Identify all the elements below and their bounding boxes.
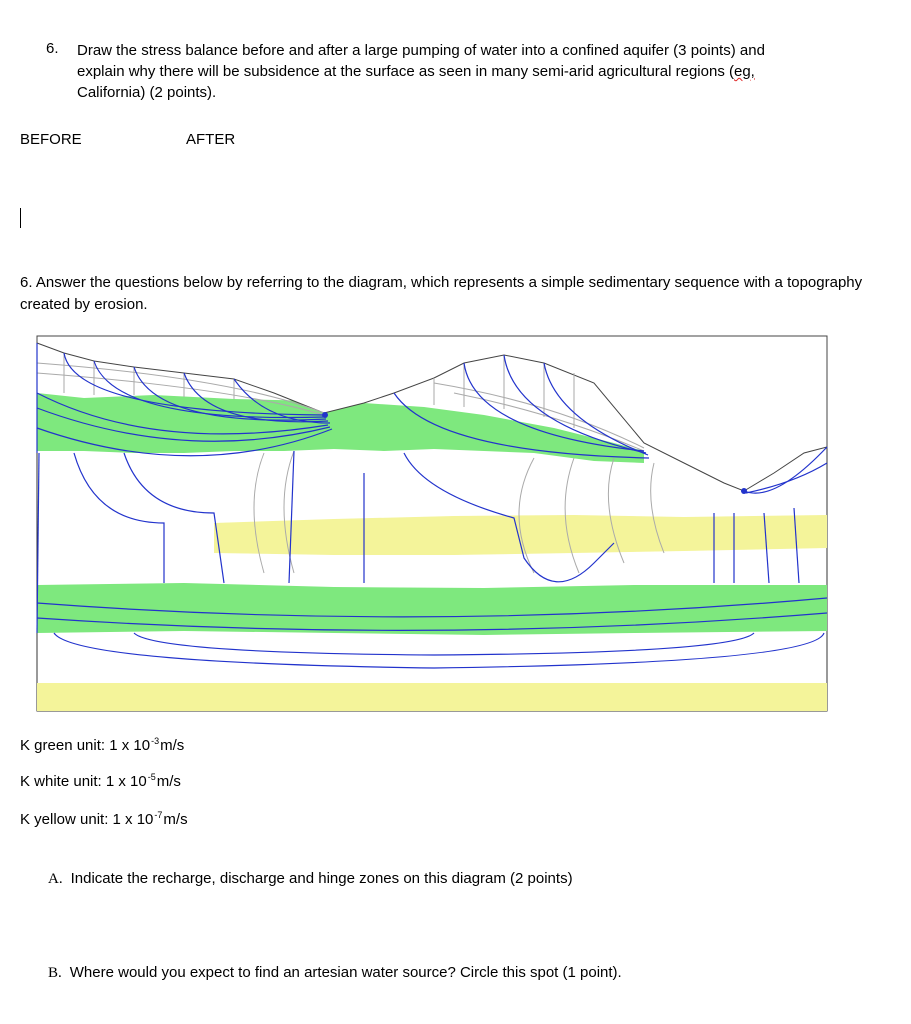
text-cursor — [20, 208, 21, 228]
subquestion-a: A. Indicate the recharge, discharge and hinge zones on this diagram (2 points) — [48, 870, 573, 887]
k-white-line: K white unit: 1 x $10^{-5}m/s$ — [20, 772, 181, 790]
k-green-line: K green unit: 1 x $10^{-3}m/s$ — [20, 736, 185, 754]
question-6-text — [77, 40, 837, 103]
discharge-point — [322, 412, 328, 418]
yellow-unit-bottom — [37, 683, 827, 711]
green-unit-lower — [37, 583, 827, 635]
question-6b-text: 6. Answer the questions below by referring to the diagram, which represents a simple sedimentary sequence with a topography created by erosion. — [20, 274, 863, 313]
before-label: BEFORE — [20, 131, 82, 148]
k-yellow-line: K yellow unit: 1 x $10^{-7}m/s$ — [20, 810, 188, 828]
subquestion-b: B. Where would you expect to find an artesian water source? Circle this spot (1 point). — [48, 964, 622, 981]
discharge-point — [741, 488, 747, 494]
groundwater-flow-diagram — [34, 333, 830, 715]
question-number: 6. — [46, 40, 59, 57]
question-6-line-2: explain why there will be subsidence at the surface as seen in many semi-arid agricultural regions (eg, — [77, 63, 755, 80]
question-6-line-1: Draw the stress balance before and after a large pumping of water into a confined aquifer (3 points) and — [77, 42, 765, 59]
after-label: AFTER — [186, 131, 236, 148]
question-6-line-3: California) (2 points). — [77, 84, 217, 101]
spellcheck-word: eg, — [734, 63, 755, 80]
